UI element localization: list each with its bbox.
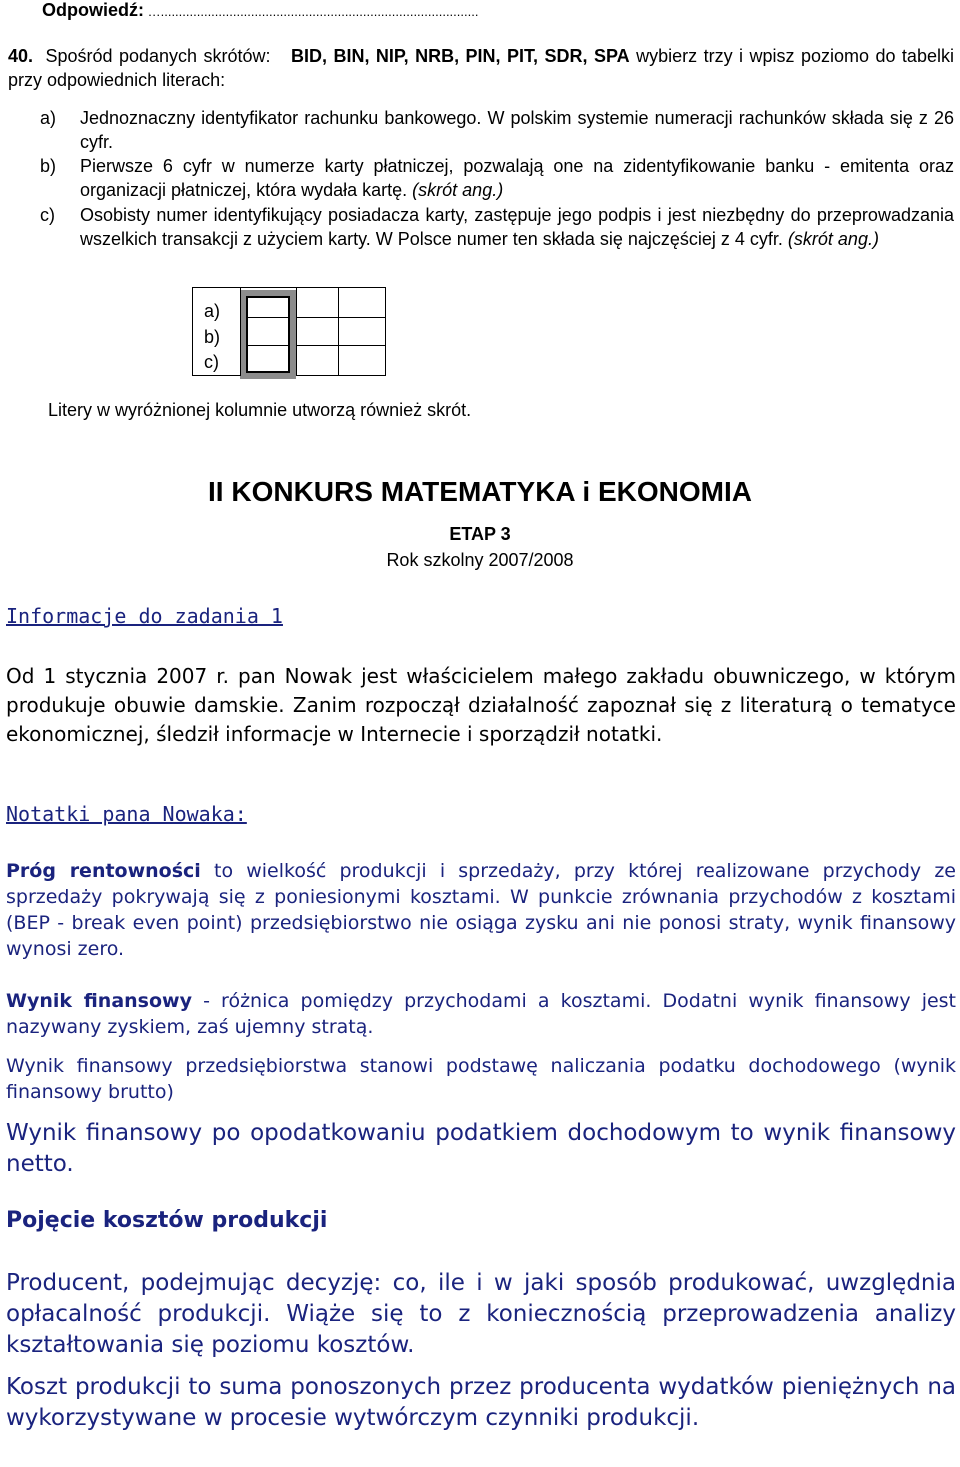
contest-stage: ETAP 3 bbox=[449, 524, 511, 544]
note-financial-result bbox=[6, 988, 956, 1040]
term-financial-result: Wynik finansowy bbox=[6, 990, 192, 1012]
note-producer: Producent, podejmując decyzję: co, ile i w jaki sposób produkować, uwzględnia opłacalność produkcji. Wiąże się to z koniecznością przeprowadzenia analizy kształtowania się poziomu kosztów. bbox=[6, 1270, 956, 1358]
def-break-even: to wielkość produkcji i sprzedaży, przy której realizowane przychody ze sprzedaży pokrywają się z poniesionymi kosztami. W punkcie zrównania przychodów z kosztami (BEP - break even point) przedsiębiorstwo nie osiąga zysku ani nie ponosi straty, wynik finansowy wynosi zero. bbox=[6, 860, 956, 960]
term-break-even: Próg rentowności bbox=[6, 860, 201, 882]
answer-grid bbox=[192, 287, 386, 376]
costs-heading: Pojęcie kosztów produkcji bbox=[6, 1208, 328, 1233]
grid-line bbox=[246, 345, 290, 346]
answer-dots: …........................................................................................ bbox=[144, 4, 479, 19]
contest-title: II KONKURS MATEMATYKA i EKONOMIA bbox=[208, 476, 752, 507]
question-abbreviations: BID, BIN, NIP, NRB, PIN, PIT, SDR, SPA bbox=[291, 46, 630, 66]
grid-line bbox=[246, 317, 290, 318]
info-heading: Informacje do zadania 1 bbox=[6, 604, 283, 628]
item-text: Jednoznaczny identyfikator rachunku bankowego. W polskim systemie numeracji rachunków składa się z 26 cyfr. bbox=[80, 108, 954, 152]
notes-heading: Notatki pana Nowaka: bbox=[6, 802, 247, 826]
item-hint: (skrót ang.) bbox=[412, 180, 504, 200]
grid-row-label-b: b) bbox=[204, 327, 221, 347]
item-hint: (skrót ang.) bbox=[787, 229, 879, 249]
item-text: Osobisty numer identyfikujący posiadacza karty, zastępuje jego podpis i jest niezbędny do przeprowadzania wszelkich transakcji z użyciem karty. W Polsce numer ten składa się najczęściej z 4 cyfr. bbox=[80, 205, 954, 249]
answer-line bbox=[42, 0, 478, 21]
item-label: a) bbox=[40, 108, 57, 128]
note-production-cost: Koszt produkcji to suma ponoszonych przez producenta wydatków pieniężnych na wykorzystywane w procesie wytwórczym czynniki produkcji. bbox=[6, 1374, 956, 1431]
note-gross-result: Wynik finansowy przedsiębiorstwa stanowi podstawę naliczania podatku dochodowego (wynik finansowy brutto) bbox=[6, 1055, 956, 1103]
question-item-a bbox=[40, 106, 954, 154]
school-year: Rok szkolny 2007/2008 bbox=[386, 550, 574, 570]
question-intro: Spośród podanych skrótów: bbox=[45, 46, 271, 66]
question-rest: wybierz trzy i wpisz poziomo do tabelki przy odpowiednich literach: bbox=[8, 46, 954, 90]
question-number: 40. bbox=[8, 46, 34, 66]
answer-label: Odpowiedź: bbox=[42, 0, 144, 20]
grid-line bbox=[296, 317, 386, 318]
item-label: b) bbox=[40, 156, 57, 176]
question-item-b bbox=[40, 154, 954, 202]
question-40 bbox=[8, 44, 954, 92]
grid-line bbox=[296, 345, 386, 346]
item-text: Pierwsze 6 cyfr w numerze karty płatniczej, pozwalają one na zidentyfikowanie banku - emitenta oraz organizacji płatniczej, która wydała kartę. bbox=[80, 156, 954, 200]
highlighted-column-inner bbox=[246, 296, 290, 373]
grid-row-label-c: c) bbox=[204, 352, 219, 372]
item-label: c) bbox=[40, 205, 55, 225]
note-net-result: Wynik finansowy po opodatkowaniu podatkiem dochodowym to wynik finansowy netto. bbox=[6, 1120, 956, 1177]
grid-line bbox=[240, 287, 241, 376]
note-break-even bbox=[6, 858, 956, 962]
info-intro: Od 1 stycznia 2007 r. pan Nowak jest właścicielem małego zakładu obuwniczego, w którym produkuje obuwie damskie. Zanim rozpoczął działalność zapoznał się z literaturą o tematyce ekonomicznej, śledził informacje w Internecie i sporządził notatki. bbox=[6, 664, 956, 746]
question-item-c bbox=[40, 203, 954, 251]
grid-line bbox=[338, 287, 339, 376]
grid-line bbox=[296, 287, 297, 376]
grid-note: Litery w wyróżnionej kolumnie utworzą również skrót. bbox=[48, 400, 472, 420]
grid-row-label-a: a) bbox=[204, 301, 221, 321]
def-financial-result: - różnica pomiędzy przychodami a kosztami. Dodatni wynik finansowy jest nazywany zyskiem, zaś ujemny stratą. bbox=[6, 990, 957, 1038]
